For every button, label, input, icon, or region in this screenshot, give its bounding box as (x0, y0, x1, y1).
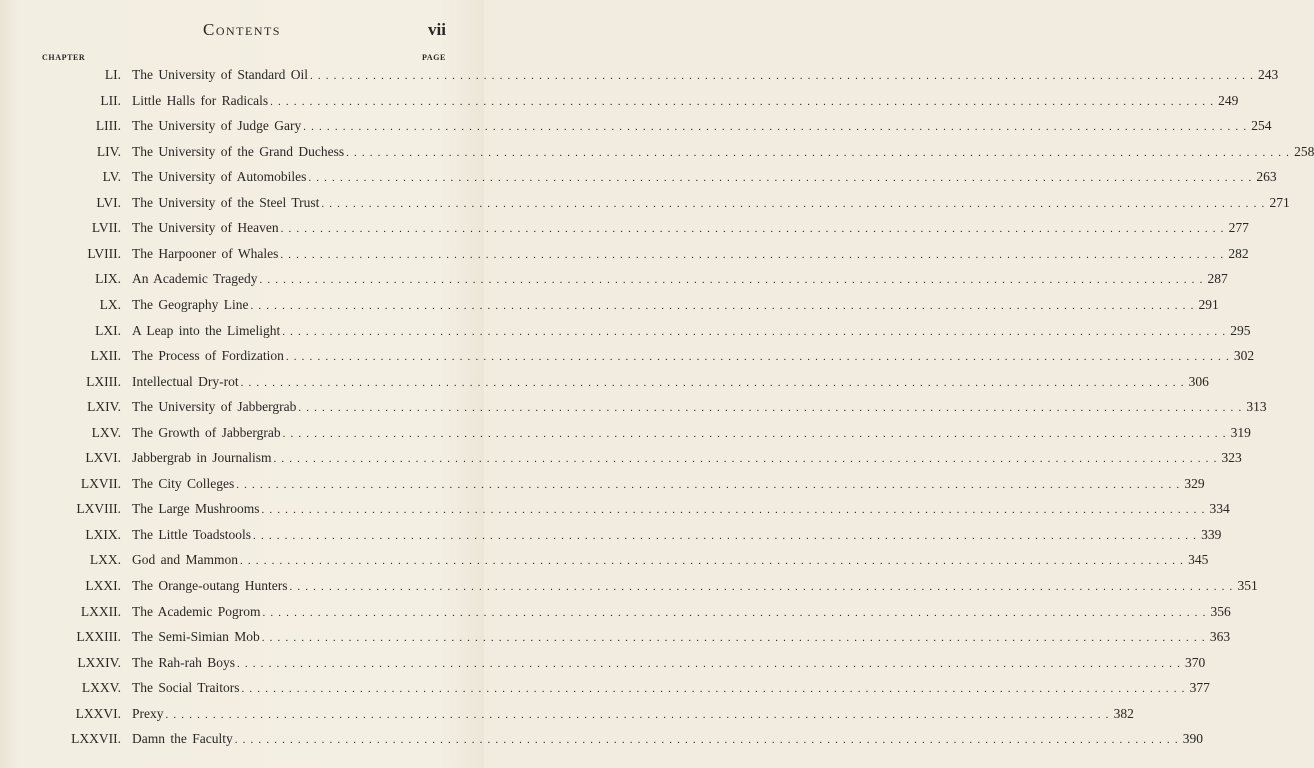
chapter-title: The Geography Line (132, 296, 249, 312)
chapter-number: LXII. (90, 348, 121, 364)
entry-line (132, 471, 1205, 499)
chapter-number: LII. (100, 92, 121, 108)
dot-leader: . . . . . . . . . . . . . . . . . . . . . . . . . . . . . . . . . . . . . . . . . . . . . . . . . . . . . . . . . . . . . . . . . . . . . . . . . . . . . . . . . . . . . . . . . . . . . . . . . . . . . . . . . . . . . . . . . . . . . . . . (282, 427, 1227, 440)
page-number: 390 (1182, 731, 1204, 747)
dot-leader: . . . . . . . . . . . . . . . . . . . . . . . . . . . . . . . . . . . . . . . . . . . . . . . . . . . . . . . . . . . . . . . . . . . . . . . . . . . . . . . . . . . . . . . . . . . . . . . . . . . . . . . . . . . . . . . . . . . . . . . . (261, 504, 1206, 517)
page-number: 295 (1230, 322, 1251, 338)
chapter-title: A Leap into the Limelight (132, 322, 281, 338)
chapter-number: LIV. (96, 143, 121, 159)
page-number: 345 (1188, 552, 1209, 568)
dot-leader: . . . . . . . . . . . . . . . . . . . . . . . . . . . . . . . . . . . . . . . . . . . . . . . . . . . . . . . . . . . . . . . . . . . . . . . . . . . . . . . . . . . . . . . . . . . . . . . . . . . . . . . . . . . . . . . . . . . . . . . . (298, 402, 1243, 415)
chapter-title: Intellectual Dry-rot (132, 373, 239, 389)
entry-line (132, 139, 1314, 167)
chapter-number: LX. (99, 296, 121, 312)
entry-line (132, 599, 1231, 627)
entry-line (132, 292, 1219, 320)
dot-leader: . . . . . . . . . . . . . . . . . . . . . . . . . . . . . . . . . . . . . . . . . . . . . . . . . . . . . . . . . . . . . . . . . . . . . . . . . . . . . . . . . . . . . . . . . . . . . . . . . . . . . . . . . . . . . . . . . . . . . . . . (346, 146, 1291, 159)
entry-line (132, 369, 1209, 397)
page-number: 351 (1237, 578, 1258, 593)
chapter-title: The University of Standard Oil (132, 67, 308, 82)
page-number: 382 (1113, 705, 1134, 721)
contents-entry (0, 369, 1209, 395)
page-number: 277 (1228, 220, 1249, 236)
dot-leader: . . . . . . . . . . . . . . . . . . . . . . . . . . . . . . . . . . . . . . . . . . . . . . . . . . . . . . . . . . . . . . . . . . . . . . . . . . . . . . . . . . . . . . . . . . . . . . . . . . . . . . . . . . . . . . . . . . . . . . . . (280, 248, 1225, 261)
contents-entry (0, 624, 1231, 650)
page-number: 258 (1294, 143, 1314, 159)
page-number: 319 (1230, 424, 1251, 440)
chapter-title: The University of the Grand Duchess (132, 143, 345, 159)
contents-entry (0, 215, 1249, 241)
contents-entry (0, 113, 1272, 139)
dot-leader: . . . . . . . . . . . . . . . . . . . . . . . . . . . . . . . . . . . . . . . . . . . . . . . . . . . . . . . . . . . . . . . . . . . . . . . . . . . . . . . . . . . . . . . . . . . . . . . . . . . . . . . . . . . . . . . . . . . . . . . . (259, 274, 1204, 287)
chapter-title: The Harpooner of Whales (132, 245, 279, 261)
chapter-title: The University of the Steel Trust (132, 194, 320, 210)
chapter-title: The University of Jabbergrab (132, 399, 297, 415)
dot-leader: . . . . . . . . . . . . . . . . . . . . . . . . . . . . . . . . . . . . . . . . . . . . . . . . . . . . . . . . . . . . . . . . . . . . . . . . . . . . . . . . . . . . . . . . . . . . . . . . . . . . . . . . . . . . . . . . . . . . . . . . (308, 172, 1253, 185)
contents-entry (0, 471, 1205, 497)
page-number: 313 (1246, 399, 1267, 415)
entry-line (132, 522, 1222, 550)
page-number: 339 (1201, 526, 1222, 542)
dot-leader: . . . . . . . . . . . . . . . . . . . . . . . . . . . . . . . . . . . . . . . . . . . . . . . . . . . . . . . . . . . . . . . . . . . . . . . . . . . . . . . . . . . . . . . . . . . . . . . . . . . . . . . . . . . . . . . . . . . . . . . . (280, 223, 1225, 236)
chapter-number: LV. (102, 169, 121, 185)
entry-line (132, 88, 1239, 116)
chapter-title: The Orange-outang Hunters (132, 578, 288, 593)
chapter-number: LVIII. (87, 245, 121, 261)
chapter-number: LXI. (95, 322, 121, 338)
contents-entry (0, 420, 1251, 446)
chapter-number: LXXVI. (75, 705, 121, 721)
page-number: 329 (1184, 475, 1205, 491)
dot-leader: . . . . . . . . . . . . . . . . . . . . . . . . . . . . . . . . . . . . . . . . . . . . . . . . . . . . . . . . . . . . . . . . . . . . . . . . . . . . . . . . . . . . . . . . . . . . . . . . . . . . . . . . . . . . . . . . . . . . . . . . (261, 632, 1206, 645)
entry-line (132, 624, 1231, 652)
chapter-title: The University of Automobiles (132, 169, 307, 185)
contents-entry (0, 726, 1204, 752)
chapter-title: The Academic Pogrom (132, 603, 261, 619)
chapter-title: Prexy (132, 705, 164, 721)
entry-line (132, 420, 1251, 448)
contents-entry (0, 445, 1242, 471)
page-number: 334 (1209, 501, 1230, 517)
page-number: 302 (1233, 348, 1255, 364)
page-folio: vii (428, 20, 446, 39)
chapter-number: LXIX. (85, 526, 121, 542)
page-number: 249 (1218, 92, 1239, 108)
chapter-number: LVII. (91, 220, 121, 236)
entry-line (132, 266, 1228, 294)
chapter-title: The Rah-rah Boys (132, 654, 235, 670)
chapter-number: LVI. (96, 194, 121, 210)
chapter-title: The Social Traitors (132, 680, 240, 696)
page-number: 356 (1210, 603, 1231, 619)
chapter-number: LIII. (95, 118, 121, 134)
dot-leader: . . . . . . . . . . . . . . . . . . . . . . . . . . . . . . . . . . . . . . . . . . . . . . . . . . . . . . . . . . . . . . . . . . . . . . . . . . . . . . . . . . . . . . . . . . . . . . . . . . . . . . . . . . . . . . . . . . . . . . . . (250, 299, 1195, 312)
page-number: 323 (1221, 450, 1242, 466)
chapter-number: LXXIII. (76, 629, 121, 645)
chapter-number: LXXV. (81, 680, 121, 696)
entry-line (132, 343, 1255, 371)
page-title: Contents (202, 20, 281, 39)
entry-line (132, 318, 1251, 346)
chapter-title: The City Colleges (132, 475, 235, 491)
chapter-title: The Large Mushrooms (132, 501, 260, 517)
contents-entry (0, 88, 1239, 114)
entry-line (132, 215, 1249, 243)
contents-entry (0, 675, 1210, 701)
entry-line (132, 547, 1209, 575)
entry-line (132, 650, 1206, 678)
dot-leader: . . . . . . . . . . . . . . . . . . . . . . . . . . . . . . . . . . . . . . . . . . . . . . . . . . . . . . . . . . . . . . . . . . . . . . . . . . . . . . . . . . . . . . . . . . . . . . . . . . . . . . . . . . . . . . . . . . . . . . . . (240, 555, 1185, 568)
chapter-number: LXVIII. (76, 501, 121, 517)
chapter-title: An Academic Tragedy (132, 271, 258, 287)
dot-leader: . . . . . . . . . . . . . . . . . . . . . . . . . . . . . . . . . . . . . . . . . . . . . . . . . . . . . . . . . . . . . . . . . . . . . . . . . . . . . . . . . . . . . . . . . . . . . . . . . . . . . . . . . . . . . . . . . . . . . . . . (285, 351, 1230, 364)
dot-leader: . . . . . . . . . . . . . . . . . . . . . . . . . . . . . . . . . . . . . . . . . . . . . . . . . . . . . . . . . . . . . . . . . . . . . . . . . . . . . . . . . . . . . . . . . . . . . . . . . . . . . . . . . . . . . . . . . . . . . . . . (270, 95, 1215, 108)
chapter-number: LXXII. (80, 603, 121, 619)
dot-leader: . . . . . . . . . . . . . . . . . . . . . . . . . . . . . . . . . . . . . . . . . . . . . . . . . . . . . . . . . . . . . . . . . . . . . . . . . . . . . . . . . . . . . . . . . . . . . . . . . . . . . . . . . . . . . . . . . . . . . . . . (165, 708, 1110, 721)
entry-line (132, 675, 1210, 703)
page-number: 263 (1256, 169, 1277, 185)
chapter-title: The Semi-Simian Mob (132, 629, 260, 645)
chapter-title: The University of Judge Gary (132, 118, 302, 134)
chapter-title: God and Mammon (132, 552, 238, 568)
contents-entry (0, 318, 1251, 344)
chapter-number: LXIII. (86, 373, 121, 389)
entry-line (132, 726, 1204, 754)
page-header (0, 20, 484, 46)
contents-entry (0, 241, 1249, 267)
page-number: 370 (1185, 654, 1206, 670)
contents-entry (0, 139, 1314, 165)
contents-entry (0, 190, 1290, 216)
chapter-number: LXIV. (87, 399, 121, 415)
contents-entry (0, 62, 1279, 88)
chapter-number: LXVII. (80, 475, 121, 491)
page-number: 243 (1258, 67, 1279, 82)
entry-line (132, 164, 1277, 192)
chapter-number: LI. (104, 67, 121, 82)
chapter-title: Jabbergrab in Journalism (132, 450, 272, 466)
chapter-title: Little Halls for Radicals (132, 92, 269, 108)
entry-line (132, 62, 1279, 90)
contents-entry (0, 573, 1258, 599)
chapter-number: LXXIV. (77, 654, 121, 670)
contents-entry (0, 547, 1209, 573)
contents-entry (0, 650, 1206, 676)
dot-leader: . . . . . . . . . . . . . . . . . . . . . . . . . . . . . . . . . . . . . . . . . . . . . . . . . . . . . . . . . . . . . . . . . . . . . . . . . . . . . . . . . . . . . . . . . . . . . . . . . . . . . . . . . . . . . . . . . . . . . . . . (236, 478, 1181, 491)
chapter-title: The Growth of Jabbergrab (132, 424, 281, 440)
chapter-number: LIX. (95, 271, 121, 287)
chapter-title: The University of Heaven (132, 220, 279, 236)
page-number: 377 (1189, 680, 1210, 696)
chapter-number: LXVI. (85, 450, 121, 466)
page-number: 271 (1269, 194, 1290, 210)
contents-entry (0, 164, 1277, 190)
dot-leader: . . . . . . . . . . . . . . . . . . . . . . . . . . . . . . . . . . . . . . . . . . . . . . . . . . . . . . . . . . . . . . . . . . . . . . . . . . . . . . . . . . . . . . . . . . . . . . . . . . . . . . . . . . . . . . . . . . . . . . . . (303, 121, 1248, 134)
dot-leader: . . . . . . . . . . . . . . . . . . . . . . . . . . . . . . . . . . . . . . . . . . . . . . . . . . . . . . . . . . . . . . . . . . . . . . . . . . . . . . . . . . . . . . . . . . . . . . . . . . . . . . . . . . . . . . . . . . . . . . . . (236, 657, 1182, 670)
entry-line (132, 190, 1290, 218)
chapter-number: LXV. (91, 424, 121, 440)
contents-entry (0, 496, 1230, 522)
entry-line (132, 573, 1258, 601)
dot-leader: . . . . . . . . . . . . . . . . . . . . . . . . . . . . . . . . . . . . . . . . . . . . . . . . . . . . . . . . . . . . . . . . . . . . . . . . . . . . . . . . . . . . . . . . . . . . . . . . . . . . . . . . . . . . . . . . . . . . . . . . (241, 683, 1186, 696)
contents-entry (0, 266, 1228, 292)
chapter-title: The Process of Fordization (132, 348, 284, 364)
chapter-number: LXX. (89, 552, 121, 568)
page-number: 287 (1207, 271, 1228, 287)
dot-leader: . . . . . . . . . . . . . . . . . . . . . . . . . . . . . . . . . . . . . . . . . . . . . . . . . . . . . . . . . . . . . . . . . . . . . . . . . . . . . . . . . . . . . . . . . . . . . . . . . . . . . . . . . . . . . . . . . . . . . . . . (253, 529, 1198, 542)
entry-line (132, 241, 1249, 269)
dot-leader: . . . . . . . . . . . . . . . . . . . . . . . . . . . . . . . . . . . . . . . . . . . . . . . . . . . . . . . . . . . . . . . . . . . . . . . . . . . . . . . . . . . . . . . . . . . . . . . . . . . . . . . . . . . . . . . . . . . . . . . . (240, 376, 1185, 389)
entry-line (132, 701, 1134, 729)
entry-line (132, 394, 1267, 422)
contents-entry (0, 701, 1134, 727)
dot-leader: . . . . . . . . . . . . . . . . . . . . . . . . . . . . . . . . . . . . . . . . . . . . . . . . . . . . . . . . . . . . . . . . . . . . . . . . . . . . . . . . . . . . . . . . . . . . . . . . . . . . . . . . . . . . . . . . . . . . . . . . (309, 70, 1255, 82)
dot-leader: . . . . . . . . . . . . . . . . . . . . . . . . . . . . . . . . . . . . . . . . . . . . . . . . . . . . . . . . . . . . . . . . . . . . . . . . . . . . . . . . . . . . . . . . . . . . . . . . . . . . . . . . . . . . . . . . . . . . . . . . (273, 453, 1218, 466)
entry-line (132, 496, 1230, 524)
contents-entry (0, 292, 1219, 318)
entry-line (132, 445, 1242, 473)
chapter-title: Damn the Faculty (132, 731, 233, 747)
entry-line (132, 113, 1272, 141)
page-number: 282 (1228, 245, 1249, 261)
contents-entry (0, 599, 1231, 625)
chapter-number: LXXI. (85, 578, 121, 593)
chapter-title: The Little Toadstools (132, 526, 252, 542)
dot-leader: . . . . . . . . . . . . . . . . . . . . . . . . . . . . . . . . . . . . . . . . . . . . . . . . . . . . . . . . . . . . . . . . . . . . . . . . . . . . . . . . . . . . . . . . . . . . . . . . . . . . . . . . . . . . . . . . . . . . . . . . (289, 581, 1234, 593)
chapter-column-heading: CHAPTER (42, 53, 86, 62)
dot-leader: . . . . . . . . . . . . . . . . . . . . . . . . . . . . . . . . . . . . . . . . . . . . . . . . . . . . . . . . . . . . . . . . . . . . . . . . . . . . . . . . . . . . . . . . . . . . . . . . . . . . . . . . . . . . . . . . . . . . . . . . (262, 606, 1207, 619)
page-number: 254 (1251, 118, 1272, 134)
dot-leader: . . . . . . . . . . . . . . . . . . . . . . . . . . . . . . . . . . . . . . . . . . . . . . . . . . . . . . . . . . . . . . . . . . . . . . . . . . . . . . . . . . . . . . . . . . . . . . . . . . . . . . . . . . . . . . . . . . . . . . . . (282, 325, 1227, 338)
page-column-heading: PAGE (421, 53, 446, 62)
contents-entry (0, 394, 1267, 420)
dot-leader: . . . . . . . . . . . . . . . . . . . . . . . . . . . . . . . . . . . . . . . . . . . . . . . . . . . . . . . . . . . . . . . . . . . . . . . . . . . . . . . . . . . . . . . . . . . . . . . . . . . . . . . . . . . . . . . . . . . . . . . . (321, 197, 1266, 210)
contents-entry (0, 343, 1255, 369)
chapter-number: LXXVII. (71, 731, 121, 747)
page-number: 306 (1188, 373, 1209, 389)
contents-entry (0, 522, 1222, 548)
page-number: 291 (1198, 296, 1219, 312)
page-number: 363 (1209, 629, 1231, 645)
dot-leader: . . . . . . . . . . . . . . . . . . . . . . . . . . . . . . . . . . . . . . . . . . . . . . . . . . . . . . . . . . . . . . . . . . . . . . . . . . . . . . . . . . . . . . . . . . . . . . . . . . . . . . . . . . . . . . . . . . . . . . . . (234, 734, 1179, 747)
